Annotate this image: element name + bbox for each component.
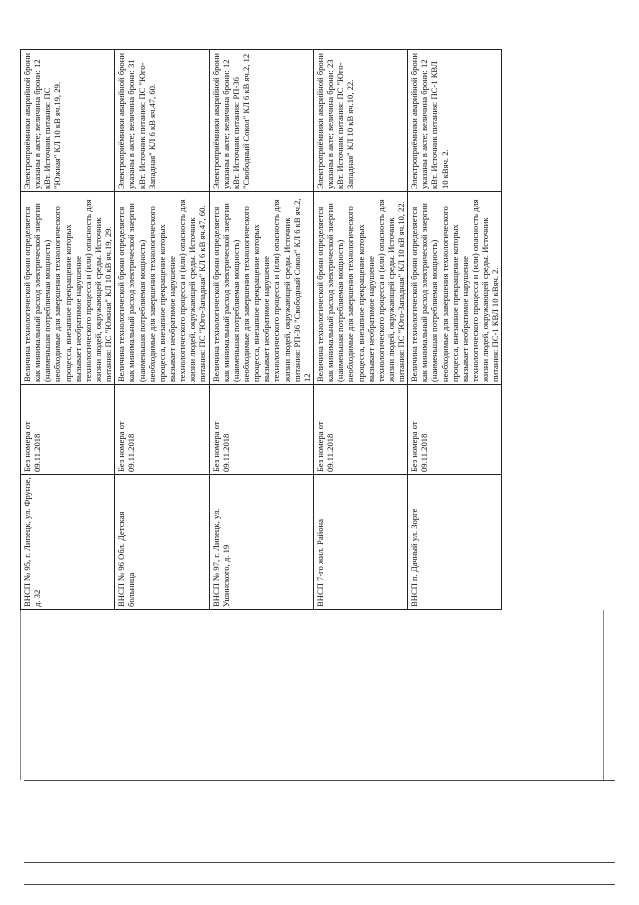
table-row — [21, 50, 115, 610]
table-row — [209, 50, 313, 610]
facility-cell: ВНСП № 95, г. Липецк, ул. Фрунзе, д. 32 — [21, 475, 115, 610]
emergency-armor-cell: Электроприёмники аварийной брони указаны в акте; величина брони: 12 кВт. Источник питания: РП-36 "Свободный Сокол" КЛ 6 кВ яч.2, 12 — [209, 50, 313, 192]
emergency-armor-cell: Электроприёмники аварийной брони указаны в акте; величина брони: 23 кВт. Источник питания: ПС "Юго-Западная" КЛ 10 кВ яч.10, 22. — [313, 50, 407, 192]
table-continuation-line-left — [20, 610, 21, 780]
document-cell: Без номера от 09.11.2018 — [209, 385, 313, 475]
table-continuation-line-right — [603, 610, 604, 780]
facility-cell: ВНСП № 96 Обл. Детская больница — [115, 475, 209, 610]
armor-table — [20, 49, 502, 610]
document-cell: Без номера от 09.11.2018 — [21, 385, 115, 475]
document-cell: Без номера от 09.11.2018 — [115, 385, 209, 475]
document-cell: Без номера от 09.11.2018 — [313, 385, 407, 475]
tech-armor-cell: Величина технологической брони определяется как минимальный расход электрической энергии (наименьшая потребляемая мощность) необходимые для завершения технологического процесса, внезапное прекращение которых вызывает необратимое нарушение технологического процесса и (или) опасность для жизни людей, окружающей среды. Источник питания: ПС "Южная" КЛ 10 кВ яч.19, 29. — [21, 192, 115, 385]
horizontal-rule — [24, 884, 615, 885]
horizontal-rule — [24, 780, 615, 781]
table-row — [408, 50, 502, 610]
facility-cell: ВНСП № 97, г. Липецк, ул. Ушинского, д. 19 — [209, 475, 313, 610]
facility-cell: ВНСП п. Дачный ул. Зорге — [408, 475, 502, 610]
horizontal-rule — [24, 862, 615, 863]
table-row — [115, 50, 209, 610]
table-row — [313, 50, 407, 610]
tech-armor-cell: Величина технологической брони определяется как минимальный расход электрической энергии (наименьшая потребляемая мощность) необходимые для завершения технологического процесса, внезапное прекращение которых вызывает необратимое нарушение технологического процесса и (или) опасность для жизни людей, окружающей среды. Источник питания: РП-36 "Свободный Сокол" КЛ 6 кВ яч.2, 12 — [209, 192, 313, 385]
emergency-armor-cell: Электроприёмники аварийной брони указаны в акте; величина брони: 12 кВт. Источник питания: ПС "Южная" КЛ 10 кВ яч.19, 29. — [21, 50, 115, 192]
facility-cell: ВНСП 7-го жил. Района — [313, 475, 407, 610]
tech-armor-cell: Величина технологической брони определяется как минимальный расход электрической энергии (наименьшая потребляемая мощность) необходимые для завершения технологического процесса, внезапное прекращение которых вызывает необратимое нарушение технологического процесса и (или) опасность для жизни людей, окружающей среды. Источник питания: ПС "Юго-Западная" КЛ 6 кВ яч.47, 60. — [115, 192, 209, 385]
tech-armor-cell: Величина технологической брони определяется как минимальный расход электрической энергии (наименьшая потребляемая мощность) необходимые для завершения технологического процесса, внезапное прекращение которых вызывает необратимое нарушение технологического процесса и (или) опасность для жизни людей, окружающей среды. Источник питания: ПС-1 КВЛ 10 кВяч. 2. — [408, 192, 502, 385]
emergency-armor-cell: Электроприёмники аварийной брони указаны в акте; величина брони: 12 кВт. Источник питания: ПС-1 КВЛ 10 кВяч. 2. — [408, 50, 502, 192]
emergency-armor-cell: Электроприёмники аварийной брони указаны в акте; величина брони: 31 кВт. Источник питания: ПС "Юго-Западная" КЛ 6 кВ яч.47, 60. — [115, 50, 209, 192]
document-cell: Без номера от 09.11.2018 — [408, 385, 502, 475]
tech-armor-cell: Величина технологической брони определяется как минимальный расход электрической энергии (наименьшая потребляемая мощность) необходимые для завершения технологического процесса, внезапное прекращение которых вызывает необратимое нарушение технологического процесса и (или) опасность для жизни людей, окружающей среды. Источник питания: ПС "Юго-Западная" КЛ 10 кВ яч.10, 22. — [313, 192, 407, 385]
rotated-table-wrapper — [20, 50, 501, 610]
